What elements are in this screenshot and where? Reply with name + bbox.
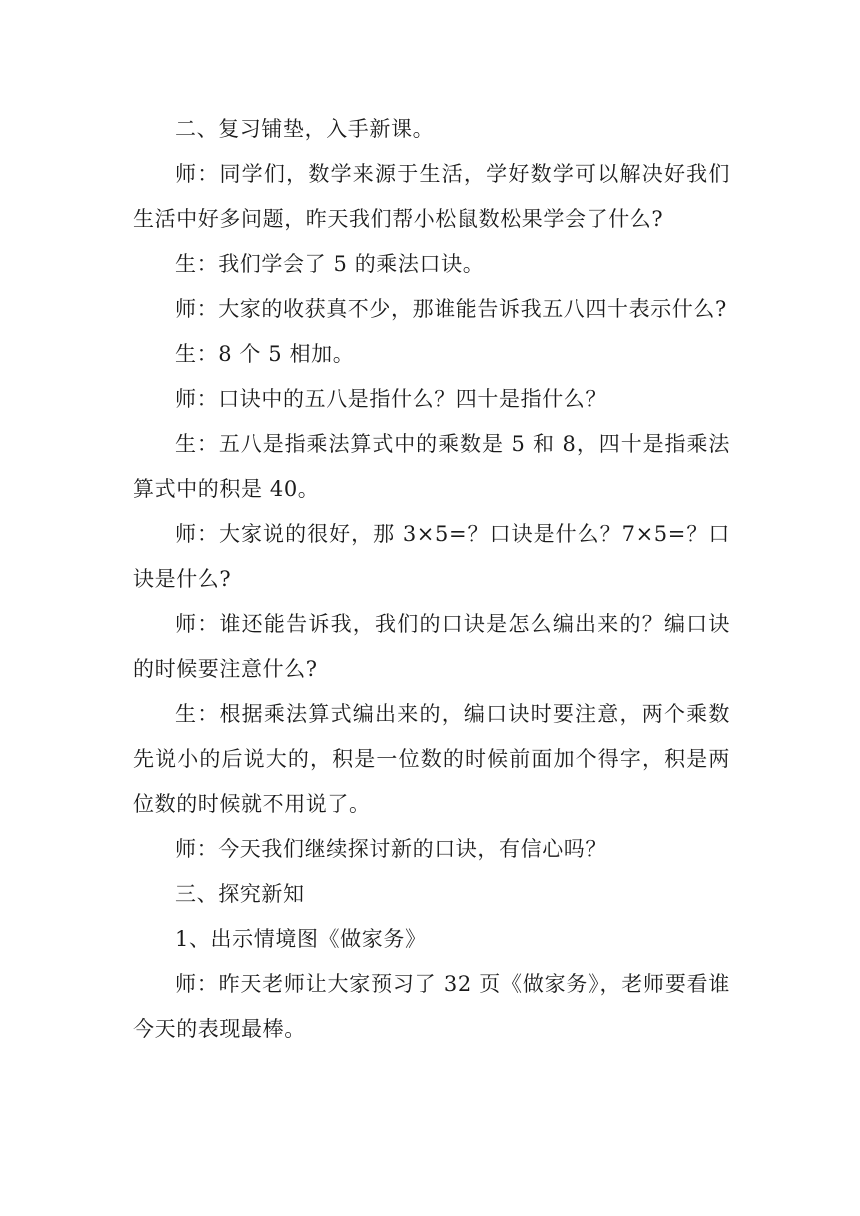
dialogue-paragraph: 生：我们学会了 5 的乘法口诀。 xyxy=(175,252,485,276)
section-heading-review: 二、复习铺垫，入手新课。 xyxy=(175,117,435,141)
dialogue-paragraph: 师：昨天老师让大家预习了 32 页《做家务》，老师要看谁今天的表现最棒。 xyxy=(133,972,730,1041)
dialogue-paragraph: 生：五八是指乘法算式中的乘数是 5 和 8，四十是指乘法算式中的积是 40。 xyxy=(133,432,730,501)
section-heading-explore: 三、探究新知 xyxy=(175,882,305,906)
dialogue-paragraph: 师：口诀中的五八是指什么？四十是指什么？ xyxy=(175,387,607,411)
sub-heading-scene: 1、出示情境图《做家务》 xyxy=(175,927,427,951)
document-body xyxy=(133,107,730,1052)
dialogue-paragraph: 师：谁还能告诉我，我们的口诀是怎么编出来的？编口诀的时候要注意什么? xyxy=(133,612,730,681)
dialogue-paragraph: 生：根据乘法算式编出来的，编口诀时要注意，两个乘数先说小的后说大的，积是一位数的时候前面加个得字，积是两位数的时候就不用说了。 xyxy=(133,702,730,816)
dialogue-paragraph: 师：今天我们继续探讨新的口诀，有信心吗？ xyxy=(175,837,607,861)
dialogue-paragraph: 生：8 个 5 相加。 xyxy=(175,342,355,366)
dialogue-paragraph: 师：同学们，数学来源于生活，学好数学可以解决好我们生活中好多问题，昨天我们帮小松鼠数松果学会了什么? xyxy=(133,162,730,231)
dialogue-paragraph: 师：大家说的很好，那 3×5=？口诀是什么？7×5=？口诀是什么? xyxy=(133,522,730,591)
dialogue-paragraph: 师：大家的收获真不少，那谁能告诉我五八四十表示什么? xyxy=(175,297,727,321)
